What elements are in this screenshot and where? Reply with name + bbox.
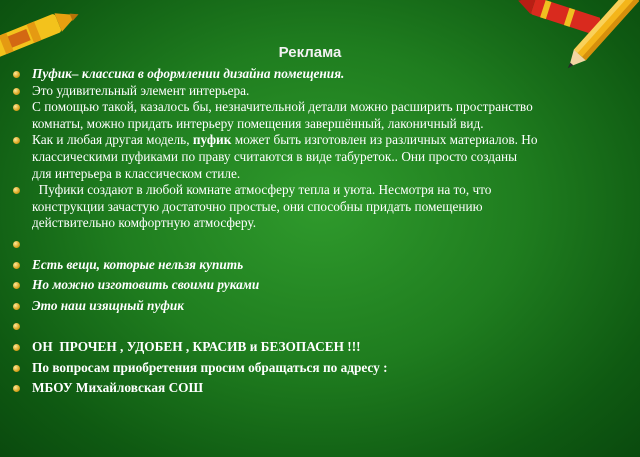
- bullet-icon: [13, 137, 20, 144]
- list-item: Пуфики создают в любой комнате атмосферу тепла и уюта. Несмотря на то, что конструкции зачастую достаточно простые, они способны придать помещению действительно комфортную атмосферу.: [22, 182, 622, 232]
- bullet-icon: [13, 241, 20, 248]
- bullet-icon: [13, 344, 20, 351]
- bullet-icon: [13, 303, 20, 310]
- bullet-icon: [13, 88, 20, 95]
- bullet-icon: [13, 282, 20, 289]
- empty-list-item: [22, 236, 622, 253]
- bullet-icon: [13, 323, 20, 330]
- slide-content: [22, 66, 622, 397]
- list-item: С помощью такой, казалось бы, незначительной детали можно расширить пространство комнаты, можно придать интерьеру помещения завершённый, лаконичный вид.: [22, 99, 622, 132]
- bullet-icon: [13, 187, 20, 194]
- bullet-icon: [13, 104, 20, 111]
- empty-list-item: [22, 318, 622, 335]
- list-item: Пуфик– классика в оформлении дизайна помещения.: [22, 66, 622, 83]
- list-item: ОН ПРОЧЕН , УДОБЕН , КРАСИВ и БЕЗОПАСЕН !!!: [22, 339, 622, 356]
- bullet-icon: [13, 365, 20, 372]
- slide-title: Реклама: [278, 44, 342, 61]
- list-item: МБОУ Михайловская СОШ: [22, 380, 622, 397]
- bullet-icon: [13, 385, 20, 392]
- list-item: Есть вещи, которые нельзя купить: [22, 257, 622, 274]
- list-item: По вопросам приобретения просим обращаться по адресу :: [22, 360, 622, 377]
- list-item: Как и любая другая модель, пуфик может быть изготовлен из различных материалов. Но классическими пуфиками по праву считаются в виде табуреток.. Они просто созданы для интерьера в классическом стиле.: [22, 132, 622, 182]
- list-item: Это наш изящный пуфик: [22, 298, 622, 315]
- bullet-icon: [13, 71, 20, 78]
- list-item: Это удивительный элемент интерьера.: [22, 83, 622, 100]
- list-item: Но можно изготовить своими руками: [22, 277, 622, 294]
- bullet-icon: [13, 262, 20, 269]
